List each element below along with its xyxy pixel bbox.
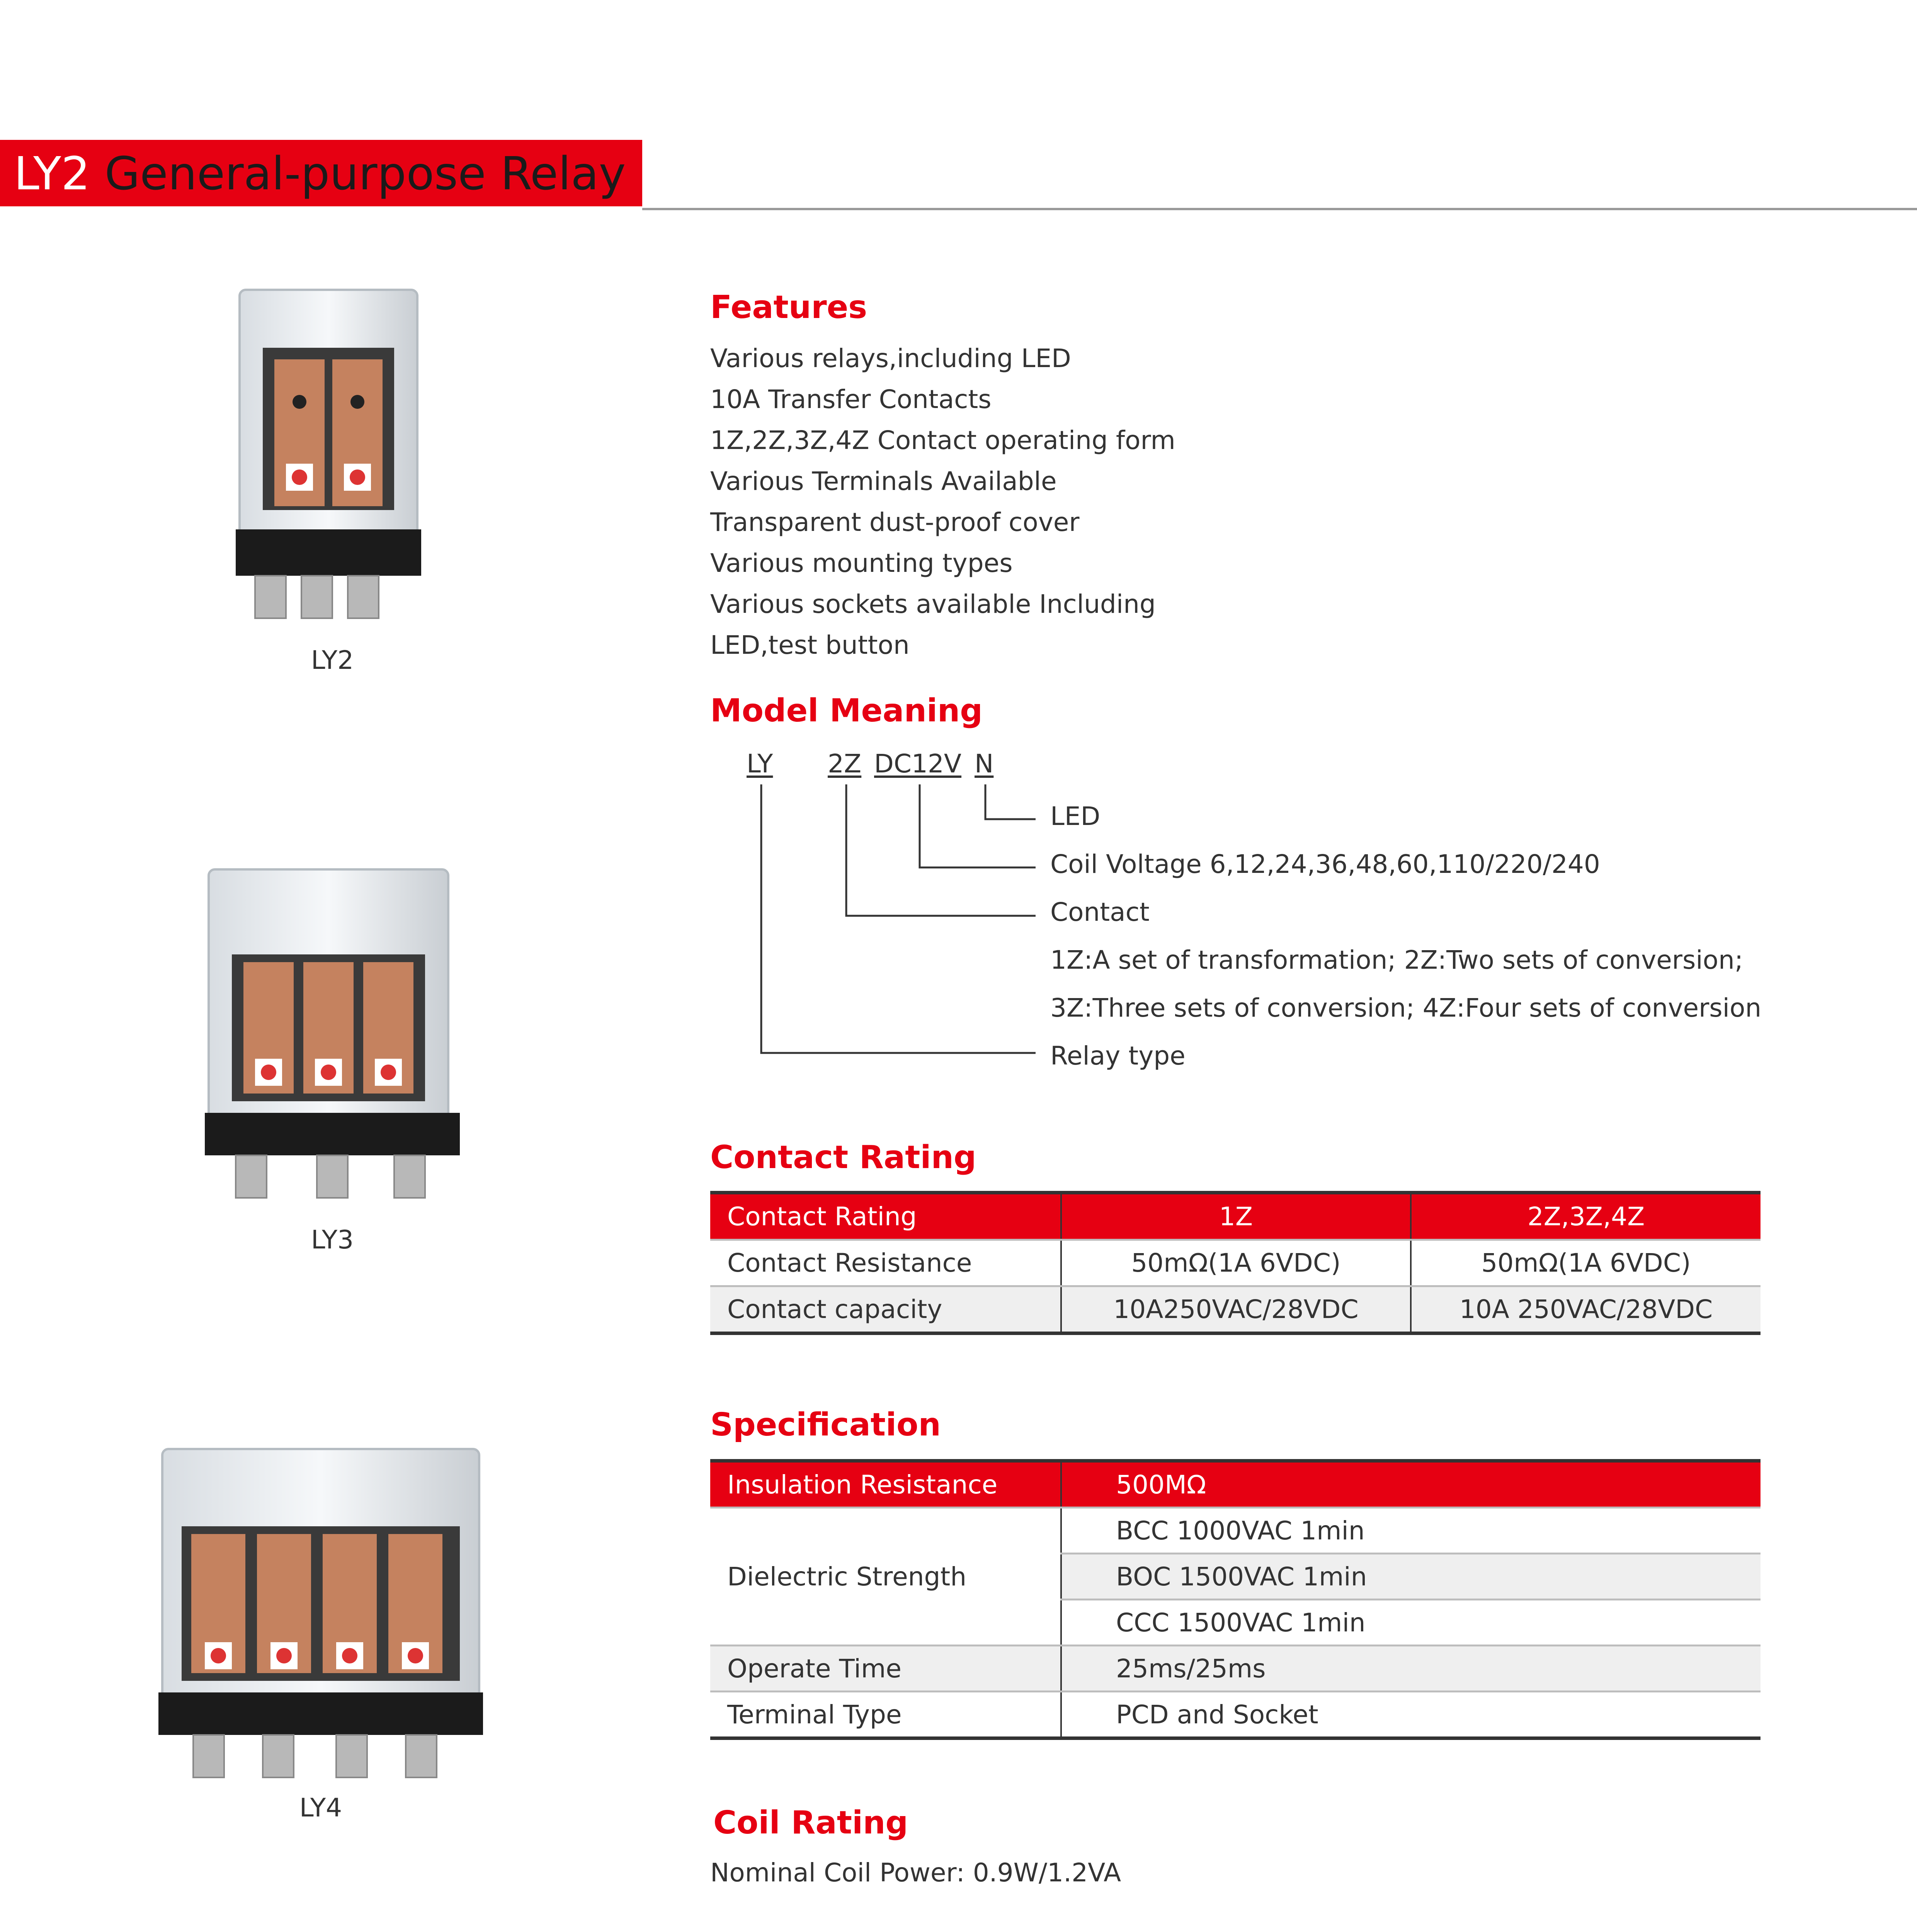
feature-line: Transparent dust-proof cover xyxy=(710,507,1080,537)
contact-rating-heading: Contact Rating xyxy=(710,1139,976,1176)
coil-rating-text: Nominal Coil Power: 0.9W/1.2VA xyxy=(710,1858,1121,1888)
table-cell: 10A 250VAC/28VDC xyxy=(1411,1286,1761,1333)
feature-line: Various Terminals Available xyxy=(710,466,1057,496)
model-desc-contact: Contact xyxy=(1050,897,1150,927)
spec-value: 25ms/25ms xyxy=(1061,1646,1761,1692)
table-row xyxy=(710,1286,1761,1333)
table-row xyxy=(710,1240,1761,1286)
model-meaning-heading: Model Meaning xyxy=(710,692,983,729)
relay-ly3-image xyxy=(201,862,464,1209)
specification-table xyxy=(710,1459,1761,1740)
spec-label: Operate Time xyxy=(710,1646,1061,1692)
feature-line: Various sockets available Including xyxy=(710,589,1156,619)
header-cell: 1Z xyxy=(1061,1193,1411,1240)
spec-value: BCC 1000VAC 1min xyxy=(1061,1508,1761,1554)
header-cell: Contact Rating xyxy=(710,1193,1061,1240)
relay-ly2-image xyxy=(232,282,433,630)
table-row xyxy=(710,1646,1761,1692)
table-cell: 10A250VAC/28VDC xyxy=(1061,1286,1411,1333)
model-code-led: N xyxy=(975,749,994,779)
coil-rating-heading: Coil Rating xyxy=(713,1804,908,1841)
feature-line: 1Z,2Z,3Z,4Z Contact operating form xyxy=(710,425,1175,455)
table-cell: 50mΩ(1A 6VDC) xyxy=(1061,1240,1411,1286)
product-caption: LY2 xyxy=(311,645,354,675)
spec-label: Terminal Type xyxy=(710,1692,1061,1738)
spec-value: PCD and Socket xyxy=(1061,1692,1761,1738)
model-code-ly: LY xyxy=(747,749,773,779)
feature-line: Various mounting types xyxy=(710,548,1013,578)
model-code-voltage: DC12V xyxy=(874,749,962,779)
feature-line: Various relays,including LED xyxy=(710,344,1071,373)
table-row xyxy=(710,1692,1761,1738)
product-ly3 xyxy=(193,862,471,1255)
model-desc-contact-2: 3Z:Three sets of conversion; 4Z:Four sets of conversion xyxy=(1050,993,1762,1023)
model-meaning-connectors xyxy=(734,777,1043,1063)
title-text: General-purpose Relay xyxy=(90,147,626,200)
spec-label: Insulation Resistance xyxy=(710,1461,1061,1508)
model-desc-voltage: Coil Voltage 6,12,24,36,48,60,110/220/240 xyxy=(1050,849,1600,879)
feature-line: 10A Transfer Contacts xyxy=(710,384,992,414)
table-cell: Contact capacity xyxy=(710,1286,1061,1333)
table-header-row xyxy=(710,1193,1761,1240)
model-code-contact: 2Z xyxy=(828,749,862,779)
table-row xyxy=(710,1461,1761,1508)
product-caption: LY3 xyxy=(311,1225,354,1255)
product-caption: LY4 xyxy=(299,1793,342,1823)
model-desc-relay-type: Relay type xyxy=(1050,1041,1186,1071)
header-cell: 2Z,3Z,4Z xyxy=(1411,1193,1761,1240)
header-rule xyxy=(642,208,1917,210)
product-ly4 xyxy=(147,1441,495,1823)
specification-heading: Specification xyxy=(710,1406,941,1443)
spec-value: 500MΩ xyxy=(1061,1461,1761,1508)
model-desc-contact-1: 1Z:A set of transformation; 2Z:Two sets of conversion; xyxy=(1050,945,1744,975)
table-row xyxy=(710,1508,1761,1554)
title-model: LY2 xyxy=(14,147,90,200)
contact-rating-table xyxy=(710,1191,1761,1335)
page-title xyxy=(14,145,626,202)
features-heading: Features xyxy=(710,289,867,326)
table-cell: Contact Resistance xyxy=(710,1240,1061,1286)
product-ly2 xyxy=(216,282,448,675)
model-desc-led: LED xyxy=(1050,801,1101,831)
spec-label: Dielectric Strength xyxy=(710,1508,1061,1646)
relay-ly4-image xyxy=(155,1441,487,1789)
spec-value: CCC 1500VAC 1min xyxy=(1061,1600,1761,1646)
feature-line: LED,test button xyxy=(710,630,910,660)
table-cell: 50mΩ(1A 6VDC) xyxy=(1411,1240,1761,1286)
spec-value: BOC 1500VAC 1min xyxy=(1061,1554,1761,1600)
features-list xyxy=(710,338,1175,666)
